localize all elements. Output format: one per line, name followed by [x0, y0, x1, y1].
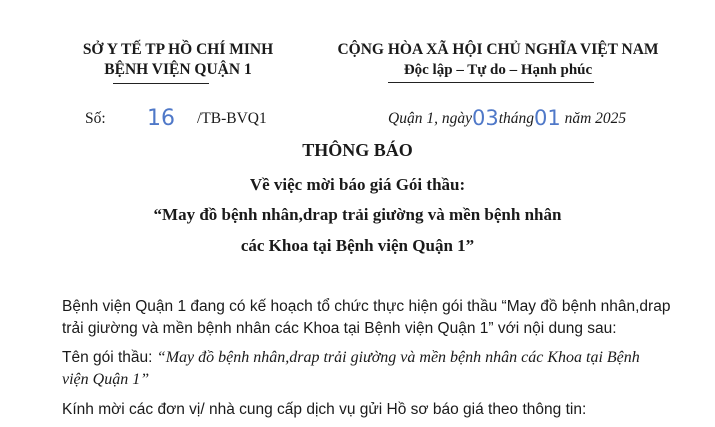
date-month-label: tháng [498, 110, 534, 127]
package-name-italic-1: “May đồ bệnh nhân,drap trải giường và mền bệnh nhân các Khoa tại Bệnh [156, 349, 640, 366]
national-name: CỘNG HÒA XÃ HỘI CHỦ NGHĨA VIỆT NAM [337, 41, 659, 58]
document-date [388, 104, 626, 128]
paragraph-1-line-2: trải giường và mền bệnh nhân các Khoa tại Bệnh viện Quận 1” với nội dung sau: [62, 320, 617, 337]
agency-parent: SỞ Y TẾ TP HỒ CHÍ MINH [82, 41, 274, 58]
package-name-italic-2: viện Quận 1” [62, 371, 150, 388]
agency-underline [113, 83, 209, 84]
doc-number-suffix: /TB-BVQ1 [197, 110, 267, 127]
package-name-label: Tên gói thầu: [62, 349, 157, 366]
motto-underline [388, 82, 594, 83]
agency-name: BỆNH VIỆN QUẬN 1 [104, 61, 252, 78]
document-number [85, 104, 267, 129]
doc-number-handwritten: 16 [147, 106, 175, 131]
document-title: THÔNG BÁO [302, 140, 413, 160]
package-name-line-2 [62, 369, 149, 391]
subject-line-2: “May đồ bệnh nhân,drap trải giường và mền bệnh nhân [153, 205, 562, 224]
invitation-line: Kính mời các đơn vị/ nhà cung cấp dịch vụ gửi Hồ sơ báo giá theo thông tin: [62, 401, 587, 418]
doc-number-label: Số: [85, 110, 106, 127]
date-month-handwritten: 01 [534, 106, 561, 130]
date-prefix: Quận 1, ngày [388, 110, 472, 127]
subject-line-1: Về việc mời báo giá Gói thầu: [249, 175, 466, 194]
date-day-handwritten: 03 [471, 106, 499, 130]
subject-line-3: các Khoa tại Bệnh viện Quận 1” [240, 236, 475, 255]
date-year: năm 2025 [564, 110, 627, 127]
national-header [318, 40, 678, 80]
national-motto: Độc lập – Tự do – Hạnh phúc [403, 62, 593, 78]
package-name-line-1 [62, 347, 640, 369]
issuing-agency-header [58, 40, 298, 80]
paragraph-1-line-1: Bệnh viện Quận 1 đang có kế hoạch tổ chức thực hiện gói thầu “May đồ bệnh nhân,drap [62, 298, 671, 315]
